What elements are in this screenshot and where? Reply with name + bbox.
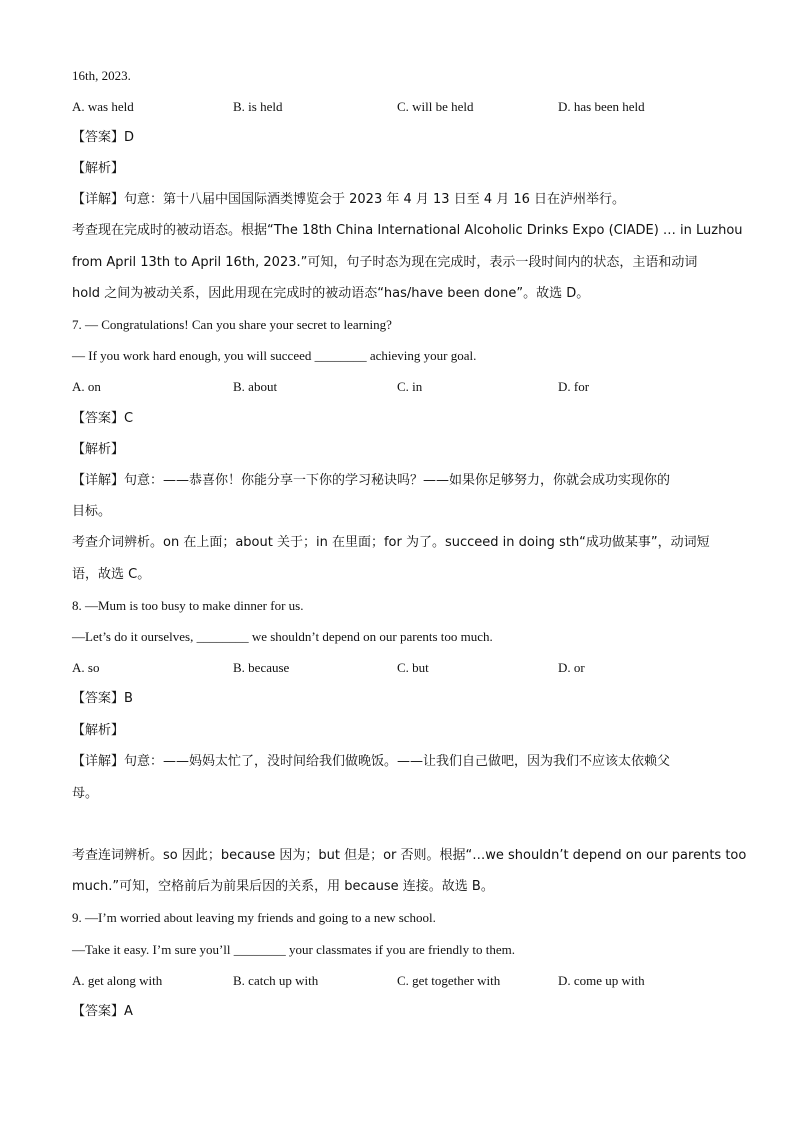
- answer-label: 【答案】C: [72, 411, 134, 426]
- option-b: B. because: [233, 660, 290, 675]
- option-c: C. get together with: [397, 973, 501, 988]
- option-d: D. has been held: [558, 99, 645, 114]
- option-b: B. is held: [233, 99, 283, 114]
- option-a: A. was held: [72, 99, 134, 114]
- option-d: D. or: [558, 660, 585, 675]
- option-d: D. come up with: [558, 973, 645, 988]
- explanation-line: 考查现在完成时的被动语态。根据“The 18th China International Alcoholic Drinks Expo (CIADE) … in Luzhou: [72, 223, 743, 238]
- option-a: A. on: [72, 379, 101, 394]
- option-c: C. in: [397, 379, 423, 394]
- explanation-line: 母。: [72, 786, 99, 801]
- explanation-line: 【详解】句意：第十八届中国国际酒类博览会于 2023 年 4 月 13 日至 4 月 16 日在泸州举行。: [72, 192, 626, 207]
- explanation-line: 考查连词辨析。so 因此；because 因为；but 但是；or 否则。根据“…we shouldn’t depend on our parents too: [72, 848, 747, 863]
- option-a: A. so: [72, 660, 100, 675]
- explanation-line: from April 13th to April 16th, 2023.”可知，句子时态为现在完成时，表示一段时间内的状态，主语和动词: [72, 255, 698, 270]
- explanation-line: 【详解】句意：——恭喜你！你能分享一下你的学习秘诀吗？——如果你足够努力，你就会成功实现你的: [72, 473, 671, 488]
- explanation-line: much.”可知，空格前后为前果后因的关系，用 because 连接。故选 B。: [72, 879, 494, 894]
- question-stem: 8. —Mum is too busy to make dinner for us.: [72, 598, 304, 613]
- question-reply: —Take it easy. I’m sure you’ll ________ your classmates if you are friendly to them.: [72, 942, 516, 957]
- explanation-line: 目标。: [72, 504, 112, 519]
- question-text: 16th, 2023.: [72, 68, 131, 83]
- option-b: B. about: [233, 379, 278, 394]
- analysis-label: 【解析】: [72, 723, 125, 738]
- explanation-line: 考查介词辨析。on 在上面；about 关于；in 在里面；for 为了。succeed in doing sth“成功做某事”，动词短: [72, 535, 710, 550]
- option-a: A. get along with: [72, 973, 163, 988]
- option-c: C. but: [397, 660, 429, 675]
- explanation-line: 【详解】句意：——妈妈太忙了，没时间给我们做晚饭。——让我们自己做吧，因为我们不应该太依赖父: [72, 754, 671, 769]
- question-reply: — If you work hard enough, you will succeed ________ achieving your goal.: [72, 348, 477, 363]
- option-c: C. will be held: [397, 99, 474, 114]
- answer-label: 【答案】D: [72, 130, 135, 145]
- explanation-line: 语，故选 C。: [72, 567, 151, 582]
- answer-label: 【答案】A: [72, 1004, 133, 1019]
- answer-label: 【答案】B: [72, 691, 133, 706]
- analysis-label: 【解析】: [72, 161, 125, 176]
- question-reply: —Let’s do it ourselves, ________ we shouldn’t depend on our parents too much.: [72, 629, 493, 644]
- explanation-line: hold 之间为被动关系，因此用现在完成时的被动语态“has/have been done”。故选 D。: [72, 286, 590, 301]
- question-stem: 7. — Congratulations! Can you share your secret to learning?: [72, 317, 392, 332]
- option-d: D. for: [558, 379, 590, 394]
- option-b: B. catch up with: [233, 973, 319, 988]
- question-stem: 9. —I’m worried about leaving my friends and going to a new school.: [72, 910, 436, 925]
- analysis-label: 【解析】: [72, 442, 125, 457]
